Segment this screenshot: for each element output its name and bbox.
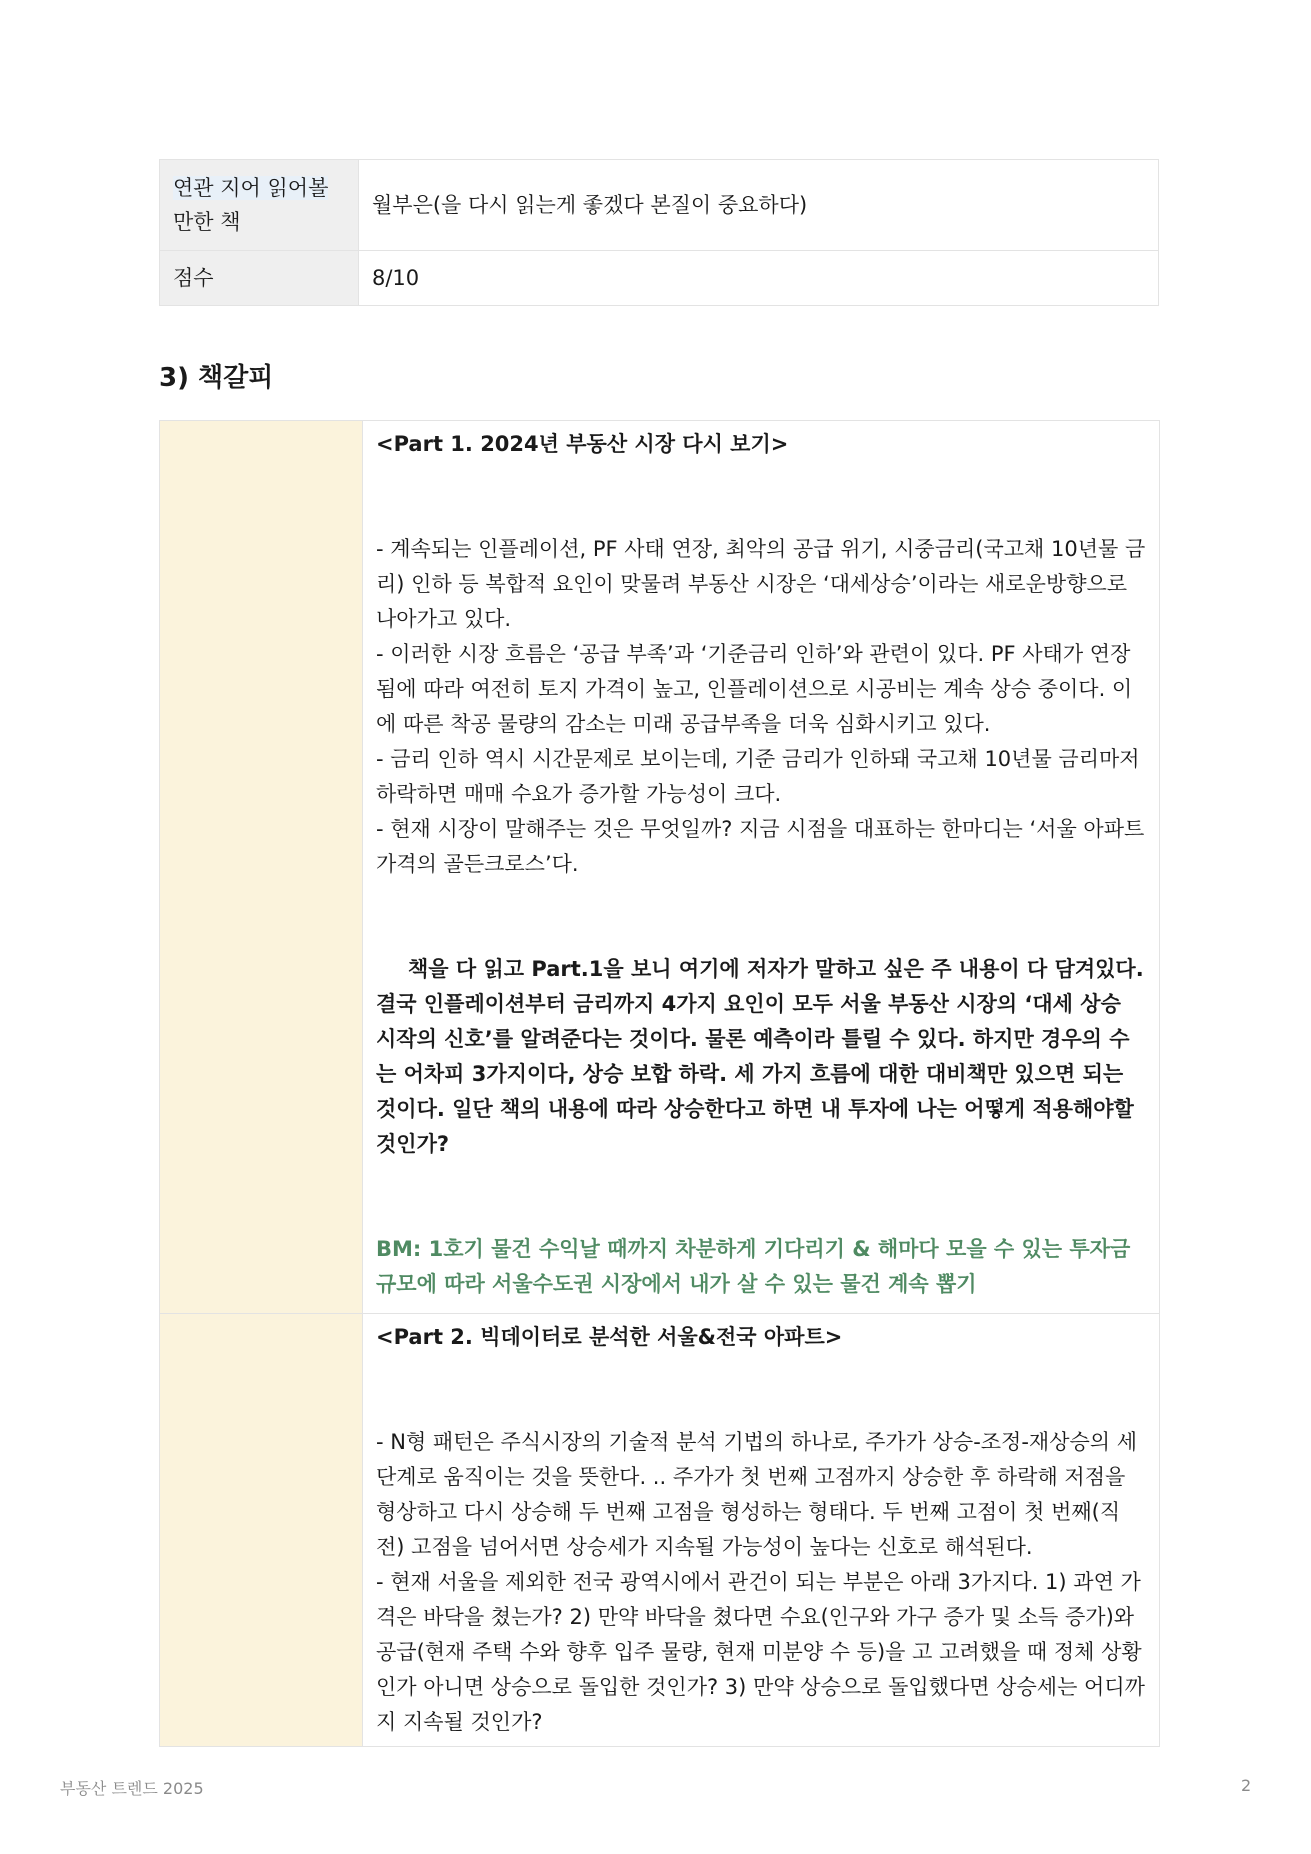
part1-bm-note: BM: 1호기 물건 수익날 때까지 차분하게 기다리기 & 해마다 모을 수 있는 투자금 규모에 따라 서울수도권 시장에서 내가 살 수 있는 물건 계속 뽑기: [376, 1237, 1131, 1296]
part2-paragraph: - 현재 서울을 제외한 전국 광역시에서 관건이 되는 부분은 아래 3가지다. 1) 과연 가격은 바닥을 쳤는가? 2) 만약 바닥을 쳤다면 수요(인구와 가구 증가 및 소득 증가)와 공급(현재 주택 수와 향후 입주 물량, 현재 미분양 수 등)을 고 고려했을 때 정체 상황인가 아니면 상승으로 돌입한 것인가? 3) 만약 상승으로 돌입했다면 상승세는 어디까지 지속될 것인가?: [376, 1570, 1145, 1734]
part2-cell: [363, 1314, 1160, 1747]
bookmark-notes: [159, 420, 1160, 1734]
part1-paragraph: - 현재 시장이 말해주는 것은 무엇일까? 지금 시점을 대표하는 한마디는 ‘서울 아파트 가격의 골든크로스’다.: [376, 817, 1145, 876]
score-label: 점수: [160, 251, 359, 306]
part1-paragraph: - 금리 인하 역시 시간문제로 보이는데, 기준 금리가 인하돼 국고채 10년물 금리마저 하락하면 매매 수요가 증가할 가능성이 크다.: [376, 747, 1140, 806]
footer-book-title: 부동산 트렌드 2025: [60, 1779, 204, 1798]
bookmark-notes-table: [159, 420, 1160, 1747]
notes-side-cell: [160, 421, 363, 1314]
table-row: [160, 160, 1159, 251]
part1-title: <Part 1. 2024년 부동산 시장 다시 보기>: [376, 432, 789, 456]
book-info-table: [159, 159, 1159, 306]
related-books-value: 월부은(을 다시 읽는게 좋겠다 본질이 중요하다): [359, 160, 1159, 251]
score-value: 8/10: [359, 251, 1159, 306]
part1-paragraph: - 이러한 시장 흐름은 ‘공급 부족’과 ‘기준금리 인하’와 관련이 있다. PF 사태가 연장됨에 따라 여전히 토지 가격이 높고, 인플레이션으로 시공비는 계속 상승 중이다. 이에 따른 착공 물량의 감소는 미래 공급부족을 더욱 심화시키고 있다.: [376, 642, 1133, 736]
part1-reflection: 책을 다 읽고 Part.1을 보니 여기에 저자가 말하고 싶은 주 내용이 다 담겨있다. 결국 인플레이션부터 금리까지 4가지 요인이 모두 서울 부동산 시장의 ‘대세 상승 시작의 신호’를 알려준다는 것이다. 물론 예측이라 틀릴 수 있다. 하지만 경우의 수는 어차피 3가지이다, 상승 보합 하락. 세 가지 흐름에 대한 대비책만 있으면 되는 것이다. 일단 책의 내용에 따라 상승한다고 하면 내 투자에 나는 어떻게 적용해야할 것인가?: [376, 957, 1144, 1156]
related-books-label-line2: 만한 책: [173, 210, 241, 234]
page-number: 2: [1241, 1776, 1252, 1795]
table-row: [160, 1314, 1160, 1747]
related-books-label-line1: 연관 지어 읽어볼: [173, 176, 329, 200]
part1-cell: [363, 421, 1160, 1314]
part1-paragraph: - 계속되는 인플레이션, PF 사태 연장, 최악의 공급 위기, 시중금리(국고채 10년물 금리) 인하 등 복합적 요인이 맞물려 부동산 시장은 ‘대세상승’이라는 새로운방향으로 나아가고 있다.: [376, 537, 1146, 631]
part2-paragraph: - N형 패턴은 주식시장의 기술적 분석 기법의 하나로, 주가가 상승-조정-재상승의 세 단계로 움직이는 것을 뜻한다. .. 주가가 첫 번째 고점까지 상승한 후 하락해 저점을 형상하고 다시 상승해 두 번째 고점을 형성하는 형태다. 두 번째 고점이 첫 번째(직전) 고점을 넘어서면 상승세가 지속될 가능성이 높다는 신호로 해석된다.: [376, 1430, 1138, 1559]
part2-title: <Part 2. 빅데이터로 분석한 서울&전국 아파트>: [376, 1325, 843, 1349]
table-row: [160, 251, 1159, 306]
notes-side-cell: [160, 1314, 363, 1747]
bookmarks-heading: 3) 책갈피: [159, 363, 274, 393]
related-books-label: [160, 160, 359, 251]
table-row: [160, 421, 1160, 1314]
